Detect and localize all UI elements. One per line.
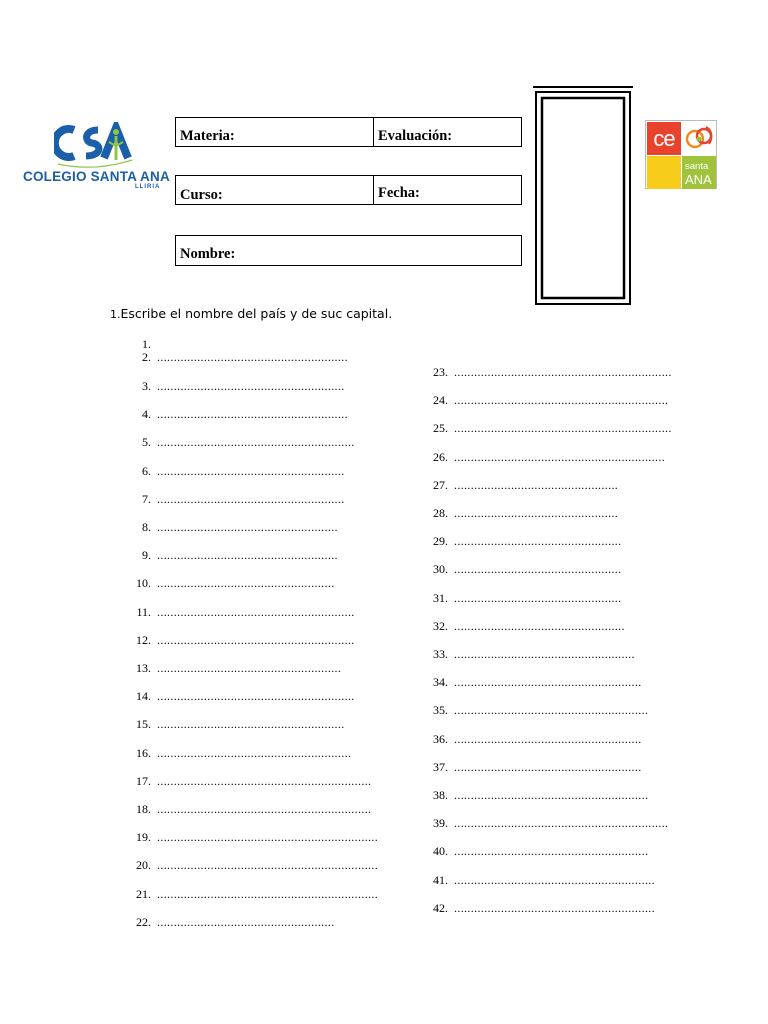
school-subtitle: LLIRIA <box>135 184 161 190</box>
answer-line-number: 2. <box>142 350 151 364</box>
answer-line-number: 22. <box>136 914 151 929</box>
answer-line-number: 14. <box>136 689 151 704</box>
ce-santa-ana-block <box>682 156 716 189</box>
answer-line-dots[interactable]: ................................................................ <box>157 802 372 816</box>
answer-line-dots[interactable]: ........................................................... <box>157 632 355 647</box>
answer-line-dots[interactable]: .......................................................... <box>157 745 352 760</box>
nombre-field[interactable] <box>176 236 521 265</box>
answer-line-number: 10. <box>136 576 151 591</box>
exercise-instruction <box>110 306 392 321</box>
evaluacion-field[interactable] <box>374 118 521 146</box>
answer-line-number: 3. <box>142 379 151 393</box>
fecha-label: Fecha: <box>378 185 420 201</box>
answer-line-number: 13. <box>136 661 151 675</box>
answer-line-number: 35. <box>433 703 448 718</box>
answer-line-dots[interactable]: .................................................. <box>454 590 622 605</box>
answer-line-number: 7. <box>142 491 151 506</box>
answer-line-number: 9. <box>142 548 151 563</box>
answer-line-number: 6. <box>142 463 151 478</box>
answer-line-number: 16. <box>136 745 151 760</box>
santa-text: santa <box>685 161 709 172</box>
answer-line-number: 17. <box>136 773 151 788</box>
answer-line-number: 39. <box>433 816 448 831</box>
answer-line-dots[interactable]: ................................................................ <box>454 393 669 408</box>
answer-line-dots[interactable]: ......................................................... <box>157 350 348 364</box>
answer-line-dots[interactable]: ............................................................ <box>454 872 655 887</box>
answer-line-number: 34. <box>433 675 448 690</box>
answer-line-dots[interactable]: ........................................................ <box>454 759 642 774</box>
ce-santa-ana-logo <box>645 120 717 189</box>
answer-line-dots[interactable]: .................................................................. <box>157 886 379 901</box>
answer-line-dots[interactable]: ........................................................ <box>157 717 345 732</box>
answer-line-dots[interactable]: ...................................................... <box>157 520 338 534</box>
answer-line-number: 5. <box>142 435 151 450</box>
grade-frame <box>533 86 633 308</box>
answer-line-number: 24. <box>433 393 448 408</box>
evaluacion-label: Evaluación: <box>378 128 453 144</box>
answer-line-number: 19. <box>136 830 151 845</box>
answer-line-number: 36. <box>433 731 448 746</box>
csa-emblem-icon <box>54 122 134 170</box>
answer-line-dots[interactable]: ................................................. <box>454 477 619 492</box>
answer-line-dots[interactable]: ....................................................... <box>157 661 342 675</box>
materia-evaluacion-box <box>175 117 522 147</box>
answer-line-dots[interactable]: ............................................................ <box>454 900 655 915</box>
answer-line-number: 31. <box>433 590 448 605</box>
answer-line-dots[interactable]: ........................................................ <box>454 675 642 690</box>
answer-line-number: 12. <box>136 632 151 647</box>
answer-line-dots[interactable]: .................................................. <box>454 534 622 549</box>
answer-line-dots[interactable]: ........................................................... <box>157 435 355 450</box>
answer-line-dots[interactable]: ................................................. <box>454 506 619 520</box>
materia-label: Materia: <box>180 128 235 144</box>
answer-line-dots[interactable]: ........................................................ <box>454 731 642 746</box>
materia-field[interactable] <box>176 118 374 146</box>
answer-line-dots[interactable]: ................................................................ <box>454 816 669 831</box>
ce-yellow-block <box>647 156 681 189</box>
answer-line-number: 37. <box>433 759 448 774</box>
answer-line-number: 26. <box>433 449 448 464</box>
answer-line-number: 21. <box>136 886 151 901</box>
answer-line-dots[interactable]: ................................................................. <box>454 421 672 436</box>
fecha-field[interactable] <box>374 176 521 204</box>
answer-line-dots[interactable]: .......................................................... <box>454 844 649 859</box>
answer-line-dots[interactable]: ........................................................ <box>157 379 345 393</box>
exercise-number: 1. <box>110 308 121 321</box>
answer-line-dots[interactable]: ..................................................... <box>157 914 335 929</box>
answer-line-number: 23. <box>433 365 448 379</box>
answer-line-number: 30. <box>433 562 448 577</box>
answer-line-dots[interactable]: .................................................. <box>454 562 622 577</box>
answer-line-dots[interactable]: ........................................................ <box>157 491 345 506</box>
school-name: COLEGIO SANTA ANA <box>23 169 170 184</box>
answer-line-number: 1. <box>142 337 151 351</box>
answer-line-number: 25. <box>433 421 448 436</box>
answer-line-number: 32. <box>433 618 448 633</box>
answer-line-number: 41. <box>433 872 448 887</box>
answer-line-dots[interactable]: .................................................................. <box>157 858 379 873</box>
answer-line-dots[interactable]: ................................................................. <box>454 365 672 379</box>
answer-line-number: 20. <box>136 858 151 873</box>
answer-line-number: 8. <box>142 520 151 534</box>
curso-label: Curso: <box>180 187 223 203</box>
answer-line-dots[interactable]: ............................................................... <box>454 449 666 464</box>
answer-line-number: 11. <box>136 604 151 619</box>
answer-line-dots[interactable]: ..................................................... <box>157 576 335 591</box>
exercise-text: Escribe el nombre del país y de suc capital. <box>120 306 393 321</box>
answer-line-number: 40. <box>433 844 448 859</box>
answer-line-dots[interactable]: ...................................................... <box>157 548 338 563</box>
answer-line-number: 38. <box>433 788 448 802</box>
answer-line-dots[interactable]: ........................................................ <box>157 463 345 478</box>
curso-fecha-box <box>175 175 522 205</box>
answer-line-number: 33. <box>433 647 448 661</box>
curso-field[interactable] <box>176 176 374 204</box>
answer-line-dots[interactable]: ...................................................... <box>454 647 635 661</box>
nombre-box <box>175 235 522 266</box>
answer-line-dots[interactable]: .......................................................... <box>454 788 649 802</box>
answer-line-dots[interactable]: ........................................................... <box>157 689 355 704</box>
ana-text: ANA <box>685 172 712 187</box>
answer-line-dots[interactable]: .......................................................... <box>454 703 649 718</box>
school-logo <box>22 120 172 192</box>
answer-line-dots[interactable]: ................................................................ <box>157 773 372 788</box>
ce-logo-text: ce <box>647 122 681 155</box>
nombre-label: Nombre: <box>180 246 236 262</box>
answer-line-number: 28. <box>433 506 448 520</box>
answer-line-dots[interactable]: ......................................................... <box>157 407 348 422</box>
answer-line-dots[interactable]: ........................................................... <box>157 604 355 619</box>
answer-line-dots[interactable]: .................................................................. <box>157 830 379 845</box>
answer-line-number: 27. <box>433 477 448 492</box>
answer-line-dots[interactable]: ................................................... <box>454 618 625 633</box>
answer-line-number: 42. <box>433 900 448 915</box>
answer-line-number: 15. <box>136 717 151 732</box>
answer-line-number: 29. <box>433 534 448 549</box>
ce-emblem-icon <box>682 122 716 155</box>
answer-line-number: 18. <box>136 802 151 816</box>
answer-line-number: 4. <box>142 407 151 422</box>
